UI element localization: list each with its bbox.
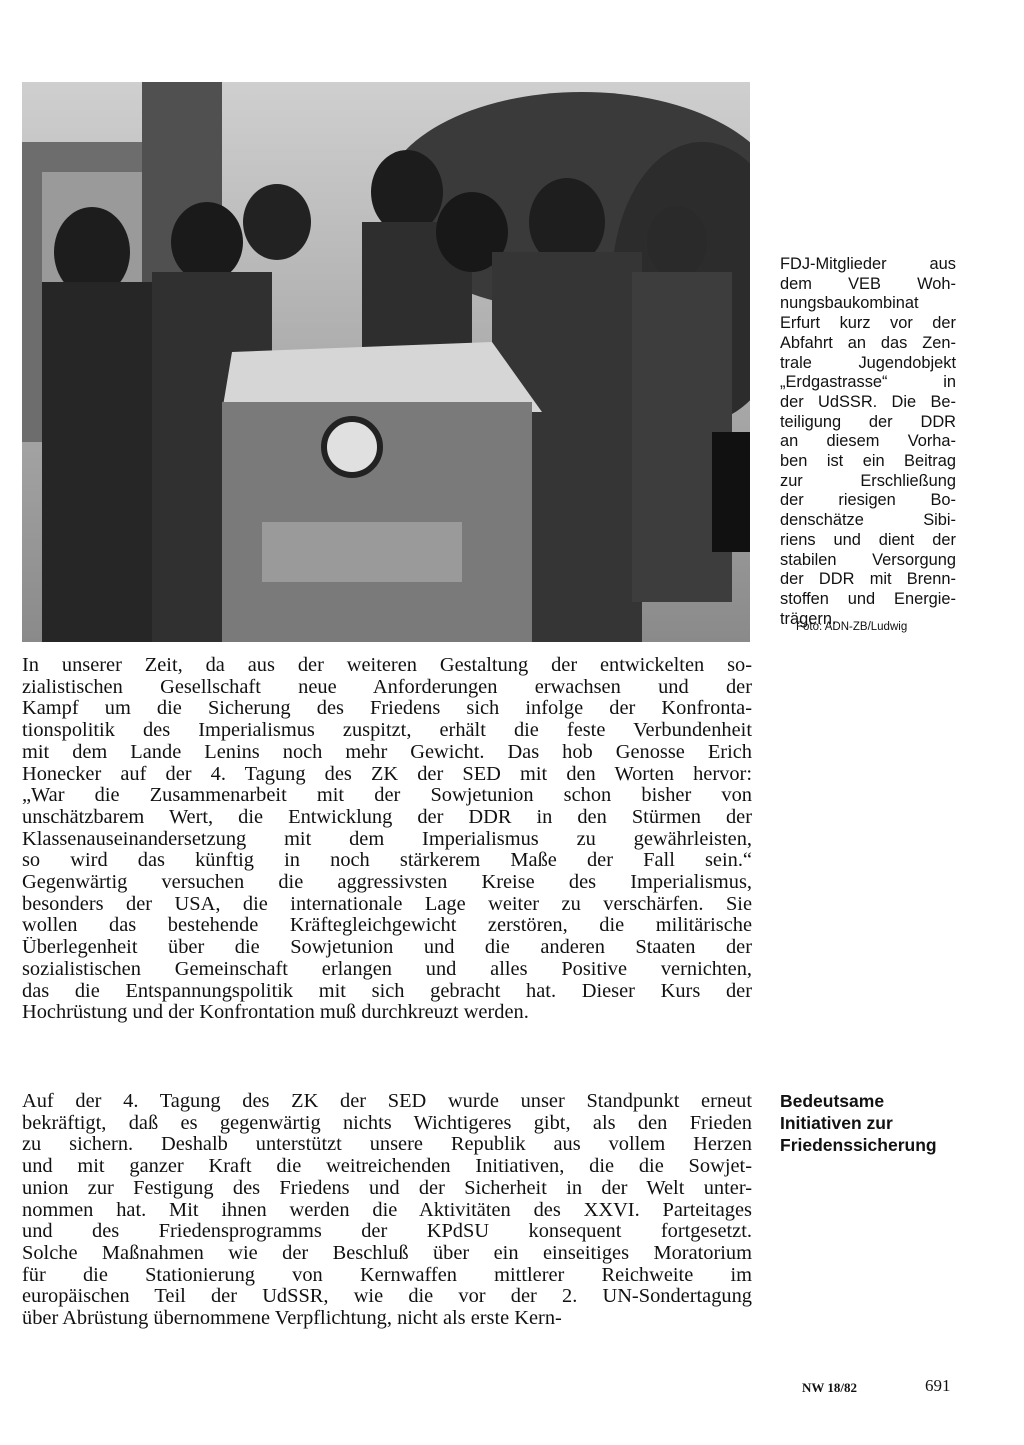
text-line: Gegenwärtig versuchen die aggressivsten Kreise des Imperialismus,: [22, 872, 752, 894]
text-line: zialistischen Gesellschaft neue Anforderungen erwachsen und der: [22, 676, 752, 698]
text-line: und des Friedensprogramms der KPdSU konsequent fortgesetzt.: [22, 1221, 752, 1243]
caption-line: stabilen Versorgung: [780, 550, 956, 569]
paragraph-2: [22, 1091, 752, 1330]
caption-line: der DDR mit Brenn-: [780, 570, 956, 589]
text-line: und mit ganzer Kraft die weitreichenden Initiativen, die die Sowjet-: [22, 1156, 752, 1178]
side-heading: [780, 1090, 980, 1156]
side-heading-line: Initiativen zur: [780, 1113, 893, 1133]
journal-issue: NW 18/82: [802, 1380, 858, 1395]
text-line: wollen das bestehende Kräftegleichgewicht zerstören, die militärische: [22, 915, 752, 937]
text-line: nommen hat. Mit ihnen werden die Aktivitäten des XXVI. Parteitages: [22, 1199, 752, 1221]
text-line: Klassenauseinandersetzung mit dem Imperialismus zu gewährleisten,: [22, 828, 752, 850]
caption-line: dem VEB Woh-: [780, 274, 956, 293]
caption-line: zur Erschließung: [780, 471, 956, 490]
caption-line: ben ist ein Beitrag: [780, 452, 956, 471]
caption-line: trale Jugendobjekt: [780, 353, 956, 372]
text-line: unschätzbarem Wert, die Entwicklung der DDR in den Stürmen der: [22, 806, 752, 828]
text-line: so wird das künftig in noch stärkerem Maße der Fall sein.“: [22, 850, 752, 872]
caption-line: stoffen und Energie-: [780, 589, 956, 608]
caption-line: der riesigen Bo-: [780, 491, 956, 510]
caption-line: Abfahrt an das Zen-: [780, 333, 956, 352]
text-line: Auf der 4. Tagung des ZK der SED wurde unser Standpunkt erneut: [22, 1091, 752, 1112]
text-line: sozialistischen Gemeinschaft erlangen und alles Positive vernichten,: [22, 958, 752, 980]
side-heading-line: Bedeutsame: [780, 1091, 885, 1111]
caption-line: „Erdgastrasse“ in: [780, 373, 956, 392]
text-line: über Abrüstung übernommene Verpflichtung, nicht als erste Kern-: [22, 1308, 562, 1330]
page-number: 691: [925, 1376, 951, 1395]
text-line: mit dem Lande Lenins noch mehr Gewicht. Das hob Genosse Erich: [22, 741, 752, 763]
photo-image-icon: [22, 82, 750, 642]
caption-line: der UdSSR. Die Be-: [780, 392, 956, 411]
photo-credit: Foto: ADN-ZB/Ludwig: [796, 621, 908, 633]
side-heading-line: Friedenssicherung: [780, 1135, 937, 1155]
caption-line: denschätze Sibi-: [780, 511, 956, 530]
caption-line: trägern.: [780, 609, 837, 628]
text-line: union zur Festigung des Friedens und der Sicherheit in der Welt unter-: [22, 1177, 752, 1199]
text-line: europäischen Teil der UdSSR, wie die vor der 2. UN-Sondertagung: [22, 1286, 752, 1308]
photo-caption: [780, 255, 956, 629]
text-line: Kampf um die Sicherung des Friedens sich infolge der Konfronta-: [22, 698, 752, 720]
text-line: für die Stationierung von Kernwaffen mittlerer Reichweite im: [22, 1264, 752, 1286]
text-line: Honecker auf der 4. Tagung des ZK der SED mit den Worten hervor:: [22, 763, 752, 785]
caption-line: nungsbaukombinat: [780, 294, 919, 313]
text-line: In unserer Zeit, da aus der weiteren Gestaltung der entwickelten so-: [22, 655, 752, 676]
caption-line: riens und dient der: [780, 530, 956, 549]
text-line: tionspolitik des Imperialismus zuspitzt, erhält die feste Verbundenheit: [22, 720, 752, 742]
text-line: besonders der USA, die internationale Lage weiter zu verschärfen. Sie: [22, 893, 752, 915]
paragraph-1: [22, 655, 752, 1024]
text-line: das die Entspannungspolitik mit sich gebracht hat. Dieser Kurs der: [22, 980, 752, 1002]
caption-line: teiligung der DDR: [780, 412, 956, 431]
text-line: zu sichern. Deshalb unterstützt unsere Republik aus vollem Herzen: [22, 1134, 752, 1156]
text-line: „War die Zusammenarbeit mit der Sowjetunion schon bisher von: [22, 785, 752, 807]
text-line: bekräftigt, daß es gegenwärtig nichts Wichtigeres gibt, als den Frieden: [22, 1112, 752, 1134]
caption-line: FDJ-Mitglieder aus: [780, 255, 956, 273]
caption-line: an diesem Vorha-: [780, 432, 956, 451]
text-line: Hochrüstung und der Konfrontation muß durchkreuzt werden.: [22, 1002, 529, 1024]
caption-line: Erfurt kurz vor der: [780, 314, 956, 333]
news-photo: [22, 82, 750, 642]
text-line: Überlegenheit über die Sowjetunion und die anderen Staaten der: [22, 937, 752, 959]
text-line: Solche Maßnahmen wie der Beschluß über ein einseitiges Moratorium: [22, 1242, 752, 1264]
